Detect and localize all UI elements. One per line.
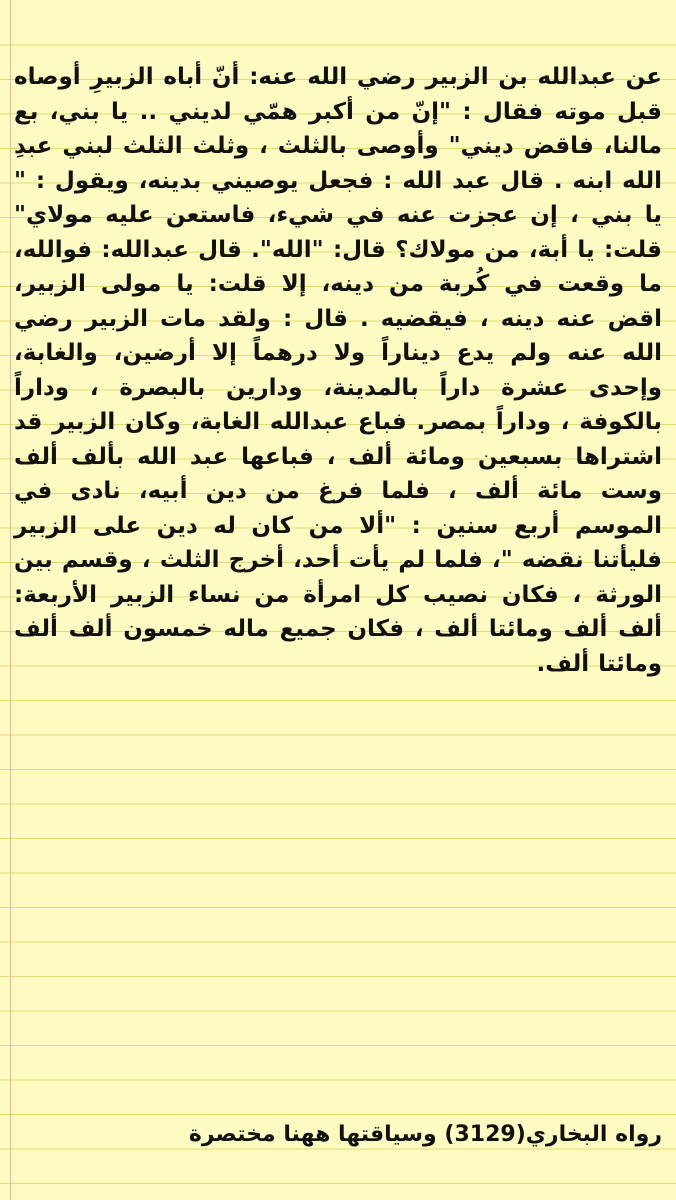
hadith-source-reference: رواه البخاري(3129) وسياقتها ههنا مختصرة bbox=[188, 1122, 662, 1147]
hadith-text: عن عبدالله بن الزبير رضي الله عنه: أنّ أباه الزبيرِ أوصاه قبل موته فقال : "إنّ من أكبر همّي لديني .. يا بني، بع مالنا، فاقض ديني" وأوصى بالثلث ، وثلث الثلث لبني عبدِ الله ابنه . قال عبد الله : فجعل يوصيني بدينه، ويقول : " يا بني ، إن عجزت عنه في شيء، فاستعن عليه مولاي" قلت: يا أبة، من مولاك؟ قال: "الله". قال عبدالله: فوالله، ما وقعت في كُربة من دينه، إلا قلت: يا مولى الزبير، اقض عنه دينه ، فيقضيه . قال : ولقد مات الزبير رضي الله عنه ولم يدع ديناراً ولا درهماً إلا أرضين، والغابة، وإحدى عشرة داراً بالمدينة، ودارين بالبصرة ، وداراً بالكوفة ، وداراً بمصر. فباع عبدالله الغابة، وكان الزبير قد اشتراها بسبعين ومائة ألف ، فباعها عبد الله بألف ألف وست مائة ألف ، فلما فرغ من دين أبيه، نادى في الموسم أربع سنين : "ألا من كان له دين على الزبير فليأتنا نقضه "، فلما لم يأت أحد، أخرج الثلث ، وقسم بين الورثة ، فكان نصيب كل امرأة من نساء الزبير الأربعة: ألف ألف ومائتا ألف ، فكان جميع ماله خمسون ألف ألف ومائتا ألف. bbox=[14, 64, 662, 677]
margin-line bbox=[10, 0, 11, 1200]
